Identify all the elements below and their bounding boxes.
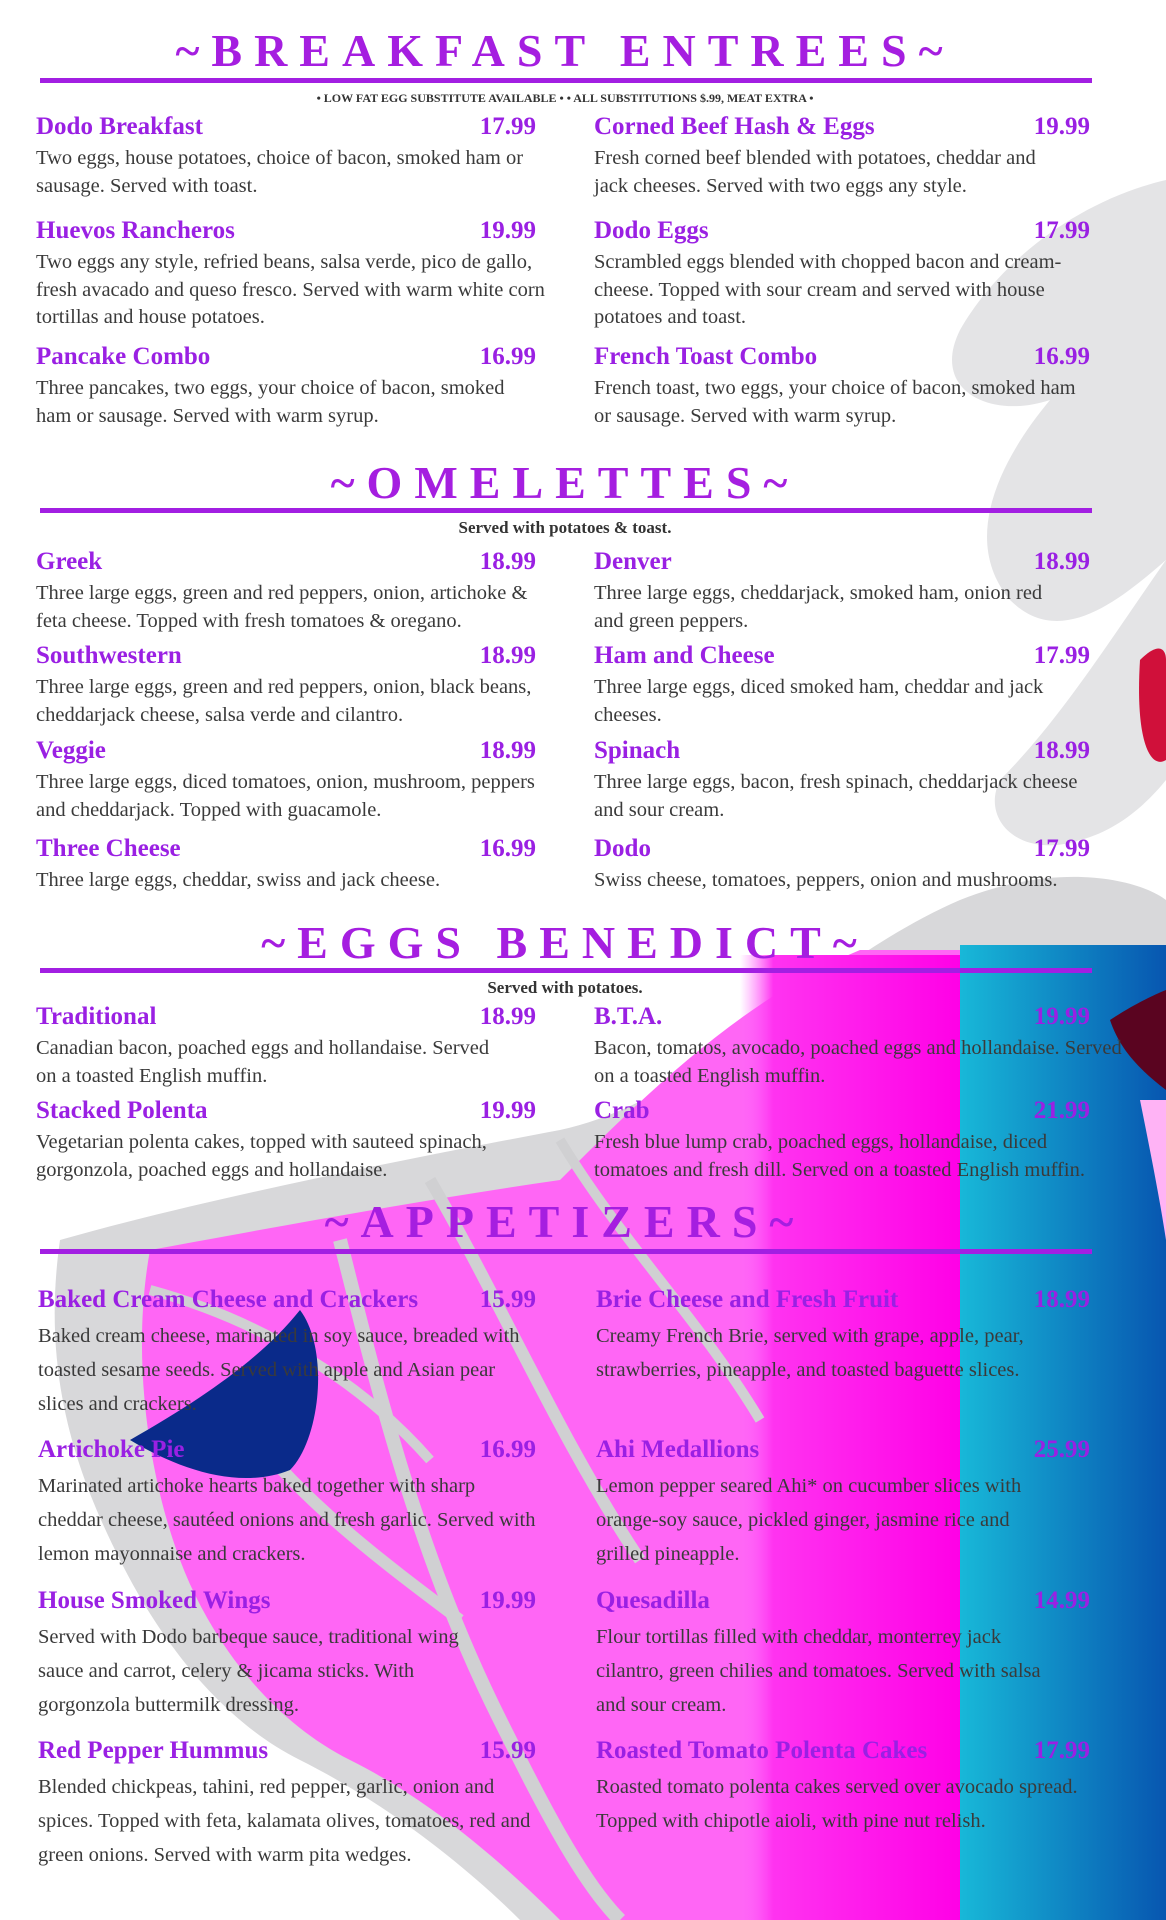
item-name: Southwestern bbox=[36, 642, 182, 669]
menu-item bbox=[36, 642, 536, 729]
item-description: Three large eggs, bacon, fresh spinach, cheddarjack cheese and sour cream. bbox=[594, 771, 1078, 821]
appetizers-divider bbox=[40, 1249, 1092, 1254]
menu-item bbox=[36, 217, 545, 332]
item-description: Flour tortillas filled with cheddar, monterrey jack cilantro, green chilies and tomatoes. Served with salsa and sour cream. bbox=[596, 1626, 1041, 1716]
item-name: Huevos Rancheros bbox=[36, 217, 235, 244]
item-description: Two eggs, house potatoes, choice of bacon, smoked ham or sausage. Served with toast. bbox=[36, 147, 524, 197]
appetizers-section-title: ~APPETIZERS~ bbox=[324, 1196, 806, 1247]
item-description: Fresh blue lump crab, poached eggs, hollandaise, diced tomatoes and fresh dill. Served on a toasted English muffin. bbox=[594, 1131, 1085, 1181]
item-description: French toast, two eggs, your choice of bacon, smoked ham or sausage. Served with warm syrup. bbox=[594, 377, 1076, 427]
item-name: Ahi Medallions bbox=[596, 1436, 760, 1463]
item-description: Canadian bacon, poached eggs and hollandaise. Served on a toasted English muffin. bbox=[36, 1037, 490, 1087]
menu-item bbox=[36, 113, 536, 200]
item-description: Swiss cheese, tomatoes, peppers, onion and mushrooms. bbox=[594, 869, 1058, 891]
item-price: 17.99 bbox=[1033, 835, 1090, 862]
item-name: Stacked Polenta bbox=[36, 1097, 208, 1124]
item-description: Three large eggs, cheddar, swiss and jack cheese. bbox=[36, 869, 441, 891]
omelettes-section-title: ~OMELETTES~ bbox=[330, 457, 800, 508]
menu-item bbox=[36, 343, 536, 430]
item-description: Two eggs any style, refried beans, salsa verde, pico de gallo, fresh avacado and queso fresco. Served with warm white corn tortillas and house potatoes. bbox=[36, 251, 545, 328]
item-name: Brie Cheese and Fresh Fruit bbox=[596, 1286, 899, 1313]
item-description: Three large eggs, diced tomatoes, onion, mushroom, peppers and cheddarjack. Topped with guacamole. bbox=[36, 771, 535, 821]
item-name: Roasted Tomato Polenta Cakes bbox=[596, 1737, 928, 1764]
item-name: Dodo Eggs bbox=[594, 217, 709, 244]
item-price: 18.99 bbox=[1033, 737, 1090, 764]
item-price: 19.99 bbox=[479, 1097, 536, 1124]
menu-item bbox=[594, 835, 1090, 895]
item-price: 18.99 bbox=[479, 642, 536, 669]
item-name: Artichoke Pie bbox=[38, 1436, 185, 1463]
item-name: Corned Beef Hash & Eggs bbox=[594, 113, 875, 140]
menu-item bbox=[36, 1003, 536, 1090]
item-name: Veggie bbox=[36, 737, 106, 764]
item-price: 18.99 bbox=[1033, 1286, 1090, 1313]
item-name: Dodo bbox=[594, 835, 651, 862]
omelettes-note: Served with potatoes & toast. bbox=[458, 518, 672, 537]
item-price: 16.99 bbox=[1033, 343, 1090, 370]
item-description: Blended chickpeas, tahini, red pepper, garlic, onion and spices. Topped with feta, kalamata olives, tomatoes, red and green onions. Served with warm pita wedges. bbox=[38, 1776, 531, 1866]
item-name: Quesadilla bbox=[596, 1587, 710, 1614]
item-price: 18.99 bbox=[479, 1003, 536, 1030]
breakfast-divider bbox=[40, 78, 1092, 83]
benedict-section-title: ~EGGS BENEDICT~ bbox=[261, 917, 869, 968]
item-price: 15.99 bbox=[479, 1286, 536, 1313]
menu-item bbox=[594, 642, 1090, 729]
menu-item bbox=[38, 1737, 536, 1872]
menu-item bbox=[596, 1286, 1090, 1387]
item-price: 16.99 bbox=[479, 1436, 536, 1463]
item-price: 17.99 bbox=[1033, 217, 1090, 244]
item-price: 25.99 bbox=[1033, 1436, 1090, 1463]
item-price: 19.99 bbox=[479, 1587, 536, 1614]
omelettes-divider bbox=[40, 508, 1092, 513]
item-description: Baked cream cheese, marinated in soy sauce, breaded with toasted sesame seeds. Served with apple and Asian pear slices and crackers. bbox=[38, 1325, 520, 1415]
menu-item bbox=[594, 343, 1090, 430]
item-description: Scrambled eggs blended with chopped bacon and cream-cheese. Topped with sour cream and served with house potatoes and toast. bbox=[594, 251, 1062, 328]
item-price: 17.99 bbox=[479, 113, 536, 140]
item-name: Spinach bbox=[594, 737, 681, 764]
item-description: Three large eggs, green and red peppers, onion, artichoke & feta cheese. Topped with fresh tomatoes & oregano. bbox=[36, 582, 528, 632]
menu-item bbox=[594, 217, 1090, 332]
item-description: Three large eggs, green and red peppers, onion, black beans, cheddarjack cheese, salsa verde and cilantro. bbox=[36, 676, 532, 726]
menu-item bbox=[594, 548, 1090, 635]
benedict-note: Served with potatoes. bbox=[487, 978, 643, 997]
menu-item bbox=[36, 548, 536, 635]
menu-item bbox=[596, 1587, 1090, 1722]
item-description: Served with Dodo barbeque sauce, traditional wing sauce and carrot, celery & jicama sticks. With gorgonzola buttermilk dressing. bbox=[38, 1626, 459, 1716]
item-description: Three pancakes, two eggs, your choice of bacon, smoked ham or sausage. Served with warm syrup. bbox=[36, 377, 505, 427]
item-description: Bacon, tomatos, avocado, poached eggs and hollandaise. Served on a toasted English muffin. bbox=[594, 1037, 1122, 1087]
item-name: Three Cheese bbox=[36, 835, 181, 862]
benedict-divider bbox=[40, 968, 1092, 973]
item-price: 17.99 bbox=[1033, 1737, 1090, 1764]
item-price: 16.99 bbox=[479, 835, 536, 862]
item-name: Baked Cream Cheese and Crackers bbox=[38, 1286, 419, 1313]
item-price: 14.99 bbox=[1033, 1587, 1090, 1614]
menu-item bbox=[594, 737, 1090, 824]
item-description: Vegetarian polenta cakes, topped with sauteed spinach, gorgonzola, poached eggs and hollandaise. bbox=[36, 1131, 487, 1181]
item-description: Three large eggs, cheddarjack, smoked ham, onion red and green peppers. bbox=[594, 582, 1043, 632]
item-name: Ham and Cheese bbox=[594, 642, 775, 669]
item-price: 19.99 bbox=[1033, 1003, 1090, 1030]
item-price: 18.99 bbox=[479, 737, 536, 764]
item-name: Traditional bbox=[36, 1003, 157, 1030]
item-price: 18.99 bbox=[1033, 548, 1090, 575]
menu-item bbox=[38, 1436, 536, 1571]
item-price: 21.99 bbox=[1033, 1097, 1090, 1124]
item-price: 18.99 bbox=[479, 548, 536, 575]
item-name: B.T.A. bbox=[594, 1003, 663, 1030]
item-description: Lemon pepper seared Ahi* on cucumber slices with orange-soy sauce, pickled ginger, jasmine rice and grilled pineapple. bbox=[596, 1475, 1022, 1565]
menu-item bbox=[594, 1003, 1122, 1090]
breakfast-note: • LOW FAT EGG SUBSTITUTE AVAILABLE • • ALL SUBSTITUTIONS $.99, MEAT EXTRA • bbox=[316, 91, 814, 105]
item-price: 16.99 bbox=[479, 343, 536, 370]
menu-item bbox=[596, 1737, 1090, 1838]
item-name: House Smoked Wings bbox=[38, 1587, 271, 1614]
item-name: Dodo Breakfast bbox=[36, 113, 203, 140]
item-price: 19.99 bbox=[479, 217, 536, 244]
item-name: Greek bbox=[36, 548, 103, 575]
item-price: 15.99 bbox=[479, 1737, 536, 1764]
item-description: Roasted tomato polenta cakes served over avocado spread. Topped with chipotle aioli, with pine nut relish. bbox=[596, 1776, 1078, 1832]
item-description: Creamy French Brie, served with grape, apple, pear, strawberries, pineapple, and toasted baguette slices. bbox=[596, 1325, 1024, 1381]
item-price: 19.99 bbox=[1033, 113, 1090, 140]
menu-item bbox=[36, 835, 536, 895]
breakfast-section-title: ~BREAKFAST ENTREES~ bbox=[175, 25, 955, 76]
menu-item bbox=[38, 1286, 536, 1421]
item-name: Denver bbox=[594, 548, 672, 575]
menu-item bbox=[596, 1436, 1090, 1571]
menu-item bbox=[38, 1587, 536, 1722]
item-price: 17.99 bbox=[1033, 642, 1090, 669]
item-description: Three large eggs, diced smoked ham, cheddar and jack cheeses. bbox=[594, 676, 1044, 726]
item-description: Fresh corned beef blended with potatoes, cheddar and jack cheeses. Served with two eggs any style. bbox=[594, 147, 1036, 197]
item-name: Pancake Combo bbox=[36, 343, 211, 370]
menu-item bbox=[36, 737, 536, 824]
item-description: Marinated artichoke hearts baked together with sharp cheddar cheese, sautéed onions and fresh garlic. Served with lemon mayonnaise and crackers. bbox=[38, 1475, 536, 1565]
item-name: Red Pepper Hummus bbox=[38, 1737, 269, 1764]
menu-item bbox=[594, 1097, 1090, 1184]
item-name: French Toast Combo bbox=[594, 343, 818, 370]
menu-item bbox=[594, 113, 1090, 200]
item-name: Crab bbox=[594, 1097, 650, 1124]
menu-item bbox=[36, 1097, 536, 1184]
